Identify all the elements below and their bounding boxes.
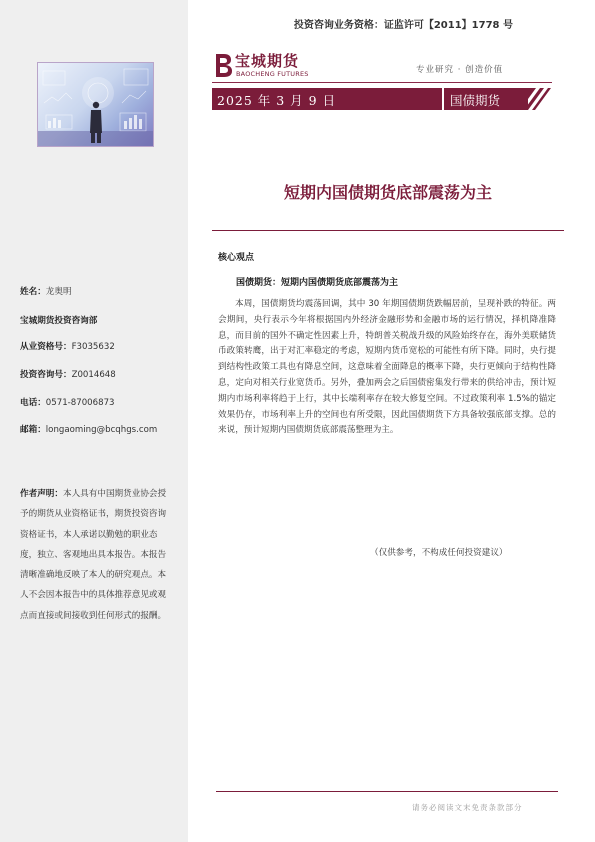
sub-heading: 国债期货：短期内国债期货底部震荡为主 [236, 278, 399, 288]
core-heading: 核心观点 [218, 253, 255, 263]
footer-text: 请务必阅读文末免责条款部分 [412, 803, 523, 812]
banner-top-rule [212, 82, 552, 83]
disclaimer-label: 作者声明： [20, 489, 63, 499]
banner-divider [442, 88, 444, 110]
email-label: 邮箱： [20, 425, 46, 435]
license-label: 从业资格号： [20, 342, 72, 352]
report-title: 短期内国债期货底部震荡为主 [283, 183, 492, 202]
logo-en-text: BAOCHENG FUTURES [236, 70, 309, 78]
consult-value: Z0014648 [71, 370, 116, 380]
author-name-label: 姓名： [20, 287, 46, 297]
consult-row [20, 369, 116, 382]
author-name-row [20, 286, 72, 299]
email-row [20, 424, 157, 437]
logo-cn-text: 宝城期货 [235, 52, 300, 70]
sidebar [0, 0, 188, 842]
qualification-text: 投资咨询业务资格：证监许可【2011】1778 号 [293, 20, 513, 31]
email-value[interactable]: longaoming@bcqhgs.com [45, 425, 158, 435]
consult-label: 投资咨询号： [20, 370, 72, 380]
author-disclaimer [20, 484, 170, 626]
slogan: 专业研究 · 创造价值 [416, 65, 504, 75]
date-banner [212, 88, 528, 110]
license-value: F3035632 [71, 342, 115, 352]
reference-note: （仅供参考，不构成任何投资建议） [370, 548, 508, 558]
license-row [20, 341, 115, 354]
report-category: 国债期货 [450, 93, 501, 108]
title-rule [212, 230, 564, 231]
body-paragraph: 本周，国债期货均震荡回调，其中 30 年期国债期货跌幅居前，呈现补跌的特征。两会期间，央行表示今年将根据国内外经济金融形势和金融市场的运行情况，择机降准降息，而目前的国外不确定性因素上升，特朗普关税战升级的风险始终存在，海外美联储货币政策转鹰，出于对汇率稳定的考虑，短期内货币宽松的可能性有所下降。同时，央行提到结构性政策工具也有降息空间，这意味着全面降息的概率下降，央行更倾向于结构性降息，定向对相关行业宽货币。另外，叠加两会之后国债密集发行带来的供给冲击，预计短期内市场利率将趋于上行，其中长端利率存在较大修复空间。不过政策利率 1.5%的锚定效果仍存，市场利率上升的空间也有所受限，因此国债期货下方具备较强底部支撑。总的来说，预计短期内国债期货底部震荡整理为主。 [218, 299, 556, 436]
cover-image [37, 62, 154, 147]
disclaimer-text: 本人具有中国期货业协会授予的期货从业资格证书，期货投资咨询资格证书，本人承诺以勤勉的职业态度，独立、客观地出具本报告。本报告清晰准确地反映了本人的研究观点。本人不会因本报告中的具体推荐意见或观点而直接或间接收到任何形式的报酬。 [20, 489, 167, 621]
phone-value: 0571-87006873 [45, 398, 115, 408]
report-date: 2025 年 3 月 9 日 [217, 93, 337, 108]
phone-label: 电话： [20, 398, 46, 408]
banner-stripes-icon [512, 88, 552, 110]
phone-row [20, 397, 115, 410]
footer-rule [216, 791, 558, 792]
logo-mark-icon [212, 52, 234, 78]
department-row [20, 315, 97, 328]
author-name: 龙奥明 [45, 287, 72, 297]
department: 宝城期货投资咨询部 [20, 316, 98, 326]
